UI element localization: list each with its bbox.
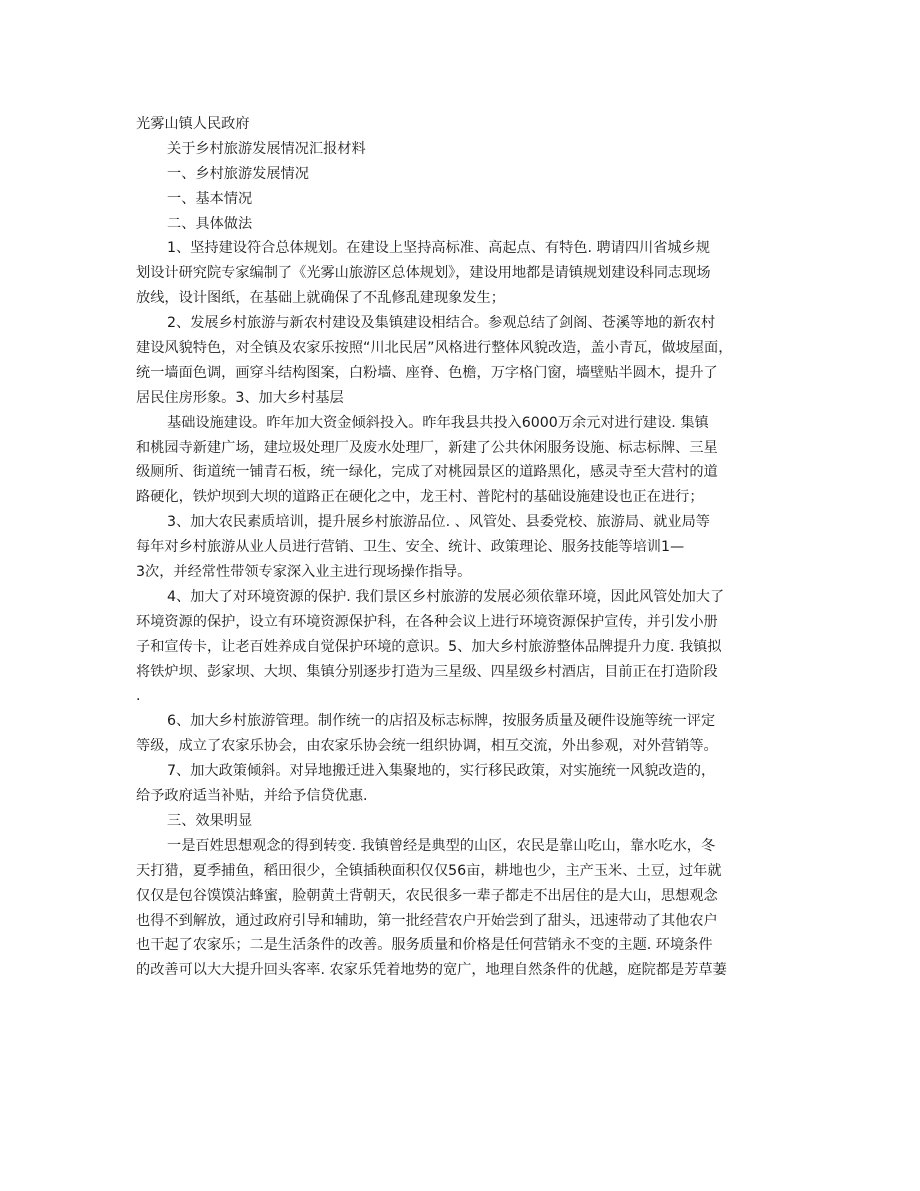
text-line: 给予政府适当补贴，并给予信贷优惠. (136, 788, 368, 805)
text-line: 仅仅是包谷馍馍沾蜂蜜，脸朝黄土背朝天，农民很多一辈子都走不出居住的是大山，思想观念 (136, 887, 718, 904)
text-line: 3次，并经常性带领专家深入业主进行现场操作指导。 (136, 564, 472, 581)
organization-name: 光雾山镇人民政府 (136, 116, 250, 132)
text-line: 一、基本情况 (167, 190, 253, 207)
text-line: 基础设施建设。昨年加大资金倾斜投入。昨年我县共投入6000万余元对进行建设. 集镇 (167, 414, 709, 431)
text-line: . (136, 688, 141, 705)
paragraph-lines (136, 162, 786, 983)
text-line: 路硬化，铁炉坝到大坝的道路正在硬化之中，龙王村、普陀村的基础设施建设也正在进行； (136, 489, 704, 506)
text-line: 每年对乡村旅游从业人员进行营销、卫生、安全、统计、政策理论、服务技能等培训1— (136, 539, 685, 556)
text-line: 环境资源的保护，设立有环境资源保护科，在各种会议上进行环境资源保护宣传，并引发小册 (136, 613, 718, 630)
text-line: 的改善可以大大提升回头客率. 农家乐凭着地势的宽广，地理自然条件的优越，庭院都是芳草萋 (136, 962, 727, 979)
text-line: 4、加大了对环境资源的保护. 我们景区乡村旅游的发展必须依靠环境，因此风管处加大了 (167, 588, 725, 605)
text-line: 一、乡村旅游发展情况 (167, 165, 309, 182)
text-line: 3、加大农民素质培训，提升展乡村旅游品位. 、风管处、县委党校、旅游局、就业局等 (167, 514, 710, 531)
text-line: 统一墙面色调，画穿斗结构图案，白粉墙、座脊、色檐，万字格门窗，墙壁贴半圆木，提升了 (136, 364, 718, 381)
text-line: 1、坚持建设符合总体规划。在建设上坚持高标准、高起点、有特色. 聘请四川省城乡规 (167, 240, 710, 257)
text-line: 二、具体做法 (167, 215, 253, 232)
text-line: 天打猎，夏季捕鱼，稻田很少，全镇插秧面积仅仅56亩，耕地也少，主产玉米、土豆，过年就 (136, 862, 722, 879)
text-line: 和桃园寺新建广场，建垃圾处理厂及废水处理厂，新建了公共休闲服务设施、标志标牌、三星 (136, 439, 718, 456)
text-line: 也得不到解放，通过政府引导和辅助，第一批经营农户开始尝到了甜头，迅速带动了其他农户 (136, 912, 718, 929)
text-line: 6、加大乡村旅游管理。制作统一的店招及标志标牌，按服务质量及硬件设施等统一评定 (167, 713, 716, 730)
text-line: 子和宣传卡，让老百姓养成自觉保护环境的意识。5、加大乡村旅游整体品牌提升力度. 我镇拟 (136, 638, 722, 655)
document-title: 关于乡村旅游发展情况汇报材料 (167, 140, 366, 157)
text-line: 三、效果明显 (167, 812, 253, 829)
text-line: 7、加大政策倾斜。对异地搬迁进入集聚地的，实行移民政策，对实施统一风貌改造的， (167, 763, 716, 780)
text-line: 将铁炉坝、彭家坝、大坝、集镇分别逐步打造为三星级、四星级乡村酒店，目前正在打造阶段 (136, 663, 718, 680)
text-line: 也干起了农家乐；二是生活条件的改善。服务质量和价格是任何营销永不变的主题. 环境条件 (136, 937, 713, 954)
text-line: 建设风貌特色，对全镇及农家乐按照“川北民居”风格进行整体风貌改造，盖小青瓦，做坡屋面， (136, 340, 733, 357)
text-line: 级厕所、街道统一铺青石板，统一绿化，完成了对桃园景区的道路黑化，感灵寺至大营村的道 (136, 464, 718, 481)
text-line: 居民住房形象。3、加大乡村基层 (136, 389, 344, 406)
text-line: 放线，设计图纸，在基础上就确保了不乱修乱建现象发生； (136, 290, 505, 307)
text-line: 2、发展乡村旅游与新农村建设及集镇建设相结合。参观总结了剑阁、苍溪等地的新农村 (167, 315, 716, 332)
text-line: 划设计研究院专家编制了《光雾山旅游区总体规划》，建设用地都是请镇规划建设科同志现场 (136, 265, 711, 282)
text-line: 一是百姓思想观念的得到转变. 我镇曾经是典型的山区，农民是靠山吃山，靠水吃水，冬 (167, 837, 716, 854)
document-body (136, 112, 786, 983)
text-line: 等级，成立了农家乐协会，由农家乐协会统一组织协调，相互交流，外出参观，对外营销等。 (136, 738, 718, 755)
